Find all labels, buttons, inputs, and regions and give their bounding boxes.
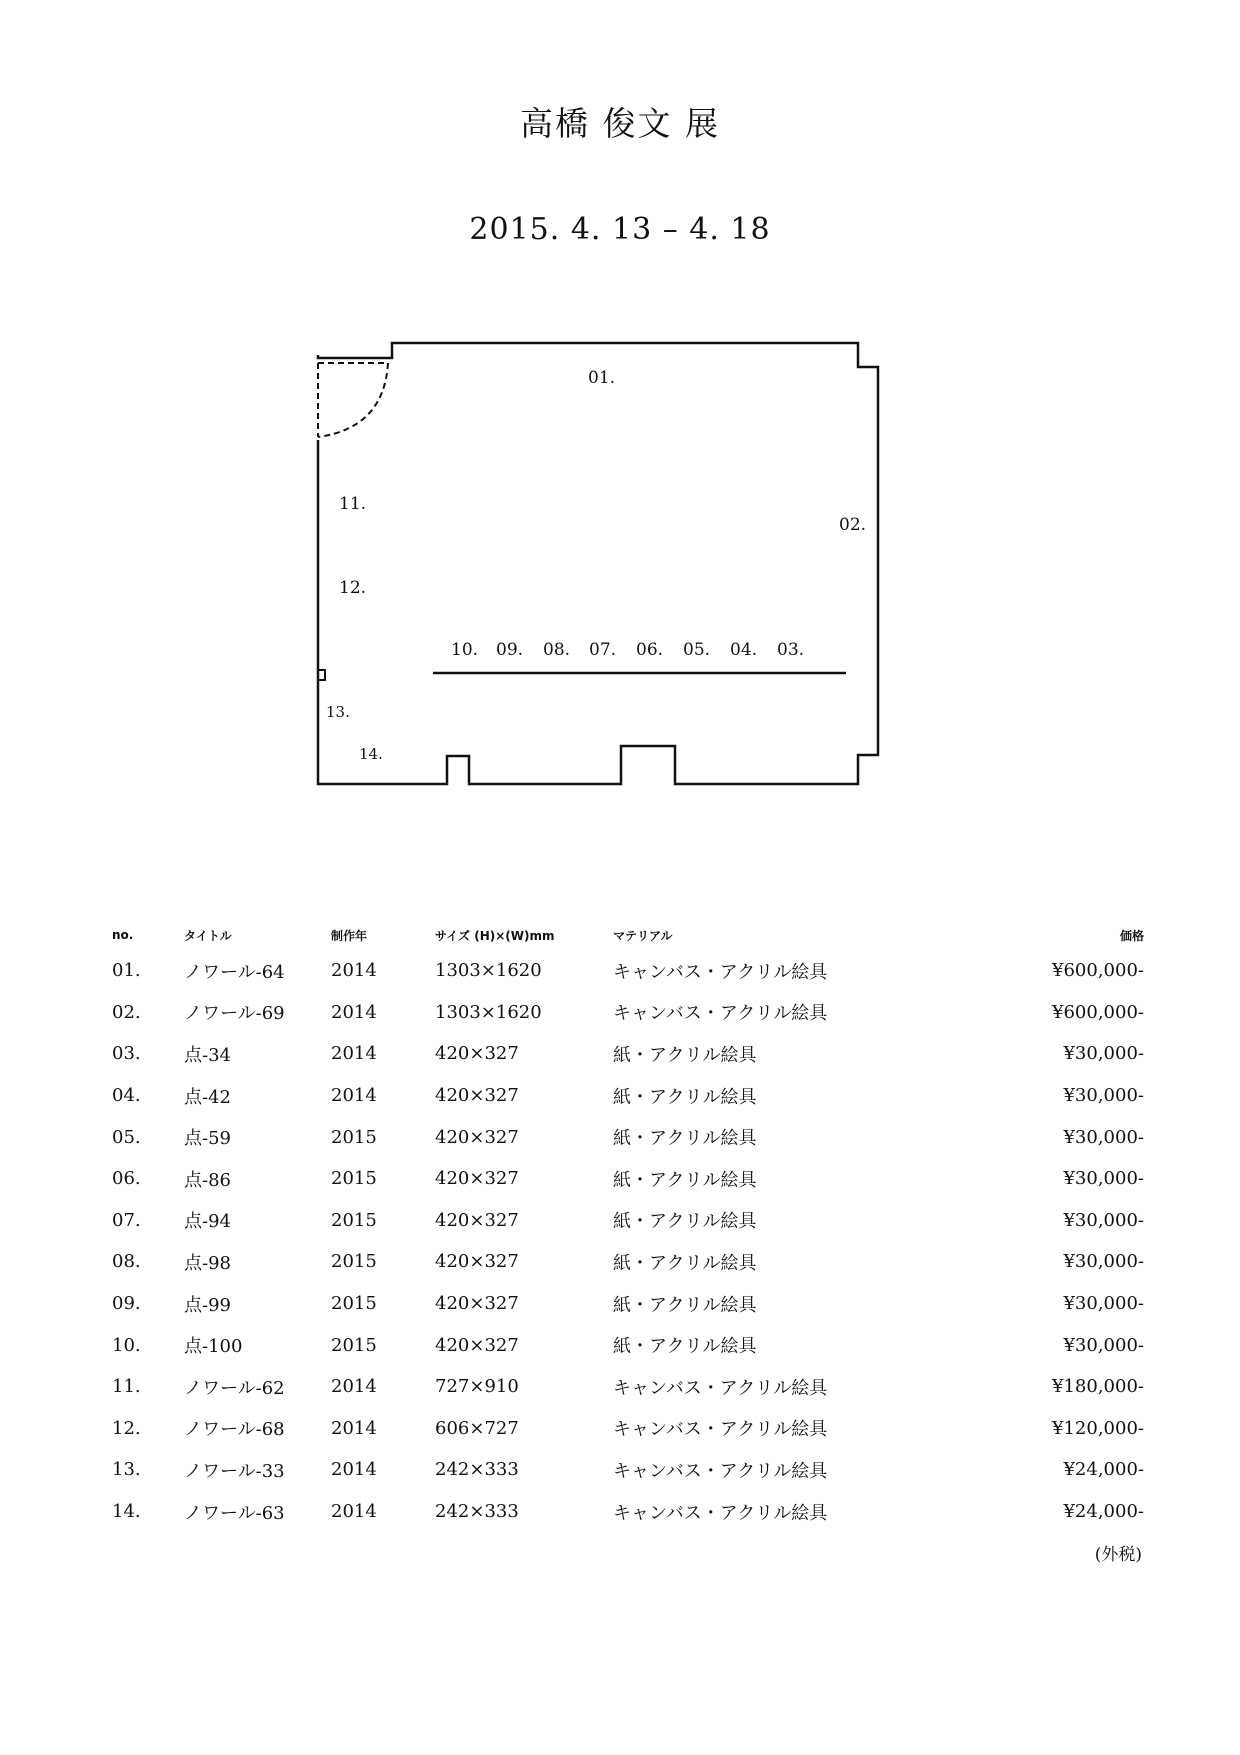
cell-size: 1303×1620 xyxy=(435,1001,542,1023)
header-size: サイズ (H)×(W)mm xyxy=(435,928,555,943)
cell-year: 2015 xyxy=(331,1209,377,1231)
plan-label-04: 04. xyxy=(730,640,758,660)
cell-no: 03. xyxy=(112,1043,141,1065)
header-price: 価格 xyxy=(1119,928,1144,943)
cell-year: 2014 xyxy=(331,1001,377,1023)
cell-title: 点-99 xyxy=(184,1294,231,1316)
cell-title: ノワール-64 xyxy=(184,961,285,983)
table-row xyxy=(112,1200,1144,1242)
cell-title: ノワール-33 xyxy=(184,1460,285,1482)
cell-size: 420×327 xyxy=(435,1168,519,1190)
cell-title: ノワール-62 xyxy=(184,1377,285,1399)
cell-price xyxy=(943,1449,1144,1491)
cell-size: 242×333 xyxy=(435,1501,519,1523)
works-table-body xyxy=(112,950,1144,1532)
plan-label-02: 02. xyxy=(839,515,867,535)
cell-price xyxy=(943,1116,1144,1158)
cell-year: 2014 xyxy=(331,960,377,982)
plan-label-08: 08. xyxy=(543,640,571,660)
cell-no: 10. xyxy=(112,1334,141,1356)
cell-no: 06. xyxy=(112,1168,141,1190)
cell-material: 紙・アクリル絵具 xyxy=(613,1211,757,1233)
table-row xyxy=(112,1158,1144,1200)
cell-no: 13. xyxy=(112,1459,141,1481)
cell-material: キャンバス・アクリル絵具 xyxy=(613,1377,828,1399)
floor-plan xyxy=(0,0,1240,800)
cell-title: 点-100 xyxy=(184,1336,243,1358)
cell-no: 12. xyxy=(112,1417,141,1439)
plan-label-13: 13. xyxy=(326,703,350,721)
price-value: ¥30,000- xyxy=(1063,1085,1144,1107)
cell-year: 2015 xyxy=(331,1126,377,1148)
cell-size: 420×327 xyxy=(435,1126,519,1148)
table-row xyxy=(112,1366,1144,1408)
cell-title: 点-59 xyxy=(184,1128,231,1150)
cell-no: 05. xyxy=(112,1126,141,1148)
plan-label-09: 09. xyxy=(496,640,524,660)
cell-price xyxy=(943,1324,1144,1366)
cell-price xyxy=(943,1158,1144,1200)
cell-no: 09. xyxy=(112,1293,141,1315)
plan-label-14: 14. xyxy=(359,745,383,763)
table-header-row xyxy=(112,920,1144,950)
price-value: ¥30,000- xyxy=(1063,1209,1144,1231)
cell-material: 紙・アクリル絵具 xyxy=(613,1336,757,1358)
header-no: no. xyxy=(112,928,134,942)
plan-label-10: 10. xyxy=(451,640,479,660)
cell-title: 点-86 xyxy=(184,1169,231,1191)
table-row xyxy=(112,992,1144,1034)
table-row xyxy=(112,1116,1144,1158)
cell-material: 紙・アクリル絵具 xyxy=(613,1086,757,1108)
cell-price xyxy=(943,1408,1144,1450)
plan-label-03: 03. xyxy=(777,640,805,660)
header-title: タイトル xyxy=(184,928,232,943)
cell-material: 紙・アクリル絵具 xyxy=(613,1252,757,1274)
cell-price xyxy=(943,1283,1144,1325)
cell-title: ノワール-68 xyxy=(184,1419,285,1441)
plan-label-11: 11. xyxy=(339,494,367,514)
exhibition-title: 高橋 俊文 展 xyxy=(520,104,720,143)
cell-title: 点-34 xyxy=(184,1044,231,1066)
cell-price xyxy=(943,1241,1144,1283)
table-row xyxy=(112,1241,1144,1283)
exhibition-dates: 2015. 4. 13 – 4. 18 xyxy=(469,212,771,247)
table-row xyxy=(112,1075,1144,1117)
cell-year: 2014 xyxy=(331,1459,377,1481)
table-row xyxy=(112,1033,1144,1075)
cell-year: 2014 xyxy=(331,1376,377,1398)
cell-year: 2015 xyxy=(331,1168,377,1190)
cell-title: 点-98 xyxy=(184,1252,231,1274)
table-row xyxy=(112,1283,1144,1325)
header-material: マテリアル xyxy=(613,928,673,943)
cell-year: 2014 xyxy=(331,1417,377,1439)
cell-no: 04. xyxy=(112,1085,141,1107)
plan-label-07: 07. xyxy=(589,640,617,660)
cell-price xyxy=(943,992,1144,1034)
cell-material: キャンバス・アクリル絵具 xyxy=(613,961,828,983)
cell-title: 点-94 xyxy=(184,1211,231,1233)
cell-material: キャンバス・アクリル絵具 xyxy=(613,1419,828,1441)
cell-size: 420×327 xyxy=(435,1085,519,1107)
cell-price xyxy=(943,1200,1144,1242)
tax-note: (外税) xyxy=(1094,1545,1142,1565)
cell-year: 2015 xyxy=(331,1293,377,1315)
cell-material: 紙・アクリル絵具 xyxy=(613,1128,757,1150)
cell-no: 11. xyxy=(112,1376,141,1398)
table-row xyxy=(112,950,1144,992)
floor-plan-walls xyxy=(318,343,878,784)
cell-price xyxy=(943,1366,1144,1408)
cell-material: キャンバス・アクリル絵具 xyxy=(613,1502,828,1524)
cell-year: 2014 xyxy=(331,1501,377,1523)
works-table xyxy=(112,920,1144,1532)
cell-size: 420×327 xyxy=(435,1334,519,1356)
cell-year: 2014 xyxy=(331,1043,377,1065)
cell-size: 727×910 xyxy=(435,1376,519,1398)
cell-no: 14. xyxy=(112,1501,141,1523)
cell-size: 420×327 xyxy=(435,1043,519,1065)
cell-material: キャンバス・アクリル絵具 xyxy=(613,1003,828,1025)
table-row xyxy=(112,1324,1144,1366)
price-value: ¥30,000- xyxy=(1063,1126,1144,1148)
price-value: ¥30,000- xyxy=(1063,1043,1144,1065)
price-value: ¥30,000- xyxy=(1063,1168,1144,1190)
price-value: ¥30,000- xyxy=(1063,1334,1144,1356)
price-value: ¥120,000- xyxy=(1052,1417,1144,1439)
cell-price xyxy=(943,1033,1144,1075)
cell-year: 2015 xyxy=(331,1251,377,1273)
cell-size: 420×327 xyxy=(435,1209,519,1231)
cell-size: 606×727 xyxy=(435,1417,519,1439)
cell-title: ノワール-69 xyxy=(184,1003,285,1025)
cell-price xyxy=(943,950,1144,992)
cell-material: 紙・アクリル絵具 xyxy=(613,1044,757,1066)
price-value: ¥30,000- xyxy=(1063,1251,1144,1273)
cell-price xyxy=(943,1075,1144,1117)
table-row xyxy=(112,1449,1144,1491)
cell-size: 420×327 xyxy=(435,1293,519,1315)
cell-no: 07. xyxy=(112,1209,141,1231)
cell-material: キャンバス・アクリル絵具 xyxy=(613,1460,828,1482)
plan-label-06: 06. xyxy=(636,640,664,660)
cell-no: 02. xyxy=(112,1001,141,1023)
table-row xyxy=(112,1491,1144,1533)
plan-label-05: 05. xyxy=(683,640,711,660)
cell-year: 2015 xyxy=(331,1334,377,1356)
header-year: 制作年 xyxy=(331,928,368,943)
table-row xyxy=(112,1408,1144,1450)
plan-label-01: 01. xyxy=(588,368,616,388)
cell-size: 242×333 xyxy=(435,1459,519,1481)
price-value: ¥24,000- xyxy=(1063,1459,1144,1481)
price-value: ¥30,000- xyxy=(1063,1293,1144,1315)
cell-material: 紙・アクリル絵具 xyxy=(613,1294,757,1316)
cell-year: 2014 xyxy=(331,1085,377,1107)
cell-title: 点-42 xyxy=(184,1086,231,1108)
cell-size: 420×327 xyxy=(435,1251,519,1273)
cell-title: ノワール-63 xyxy=(184,1502,285,1524)
cell-material: 紙・アクリル絵具 xyxy=(613,1169,757,1191)
price-value: ¥180,000- xyxy=(1052,1376,1144,1398)
cell-price xyxy=(943,1491,1144,1533)
cell-no: 01. xyxy=(112,960,141,982)
price-value: ¥24,000- xyxy=(1063,1501,1144,1523)
price-value: ¥600,000- xyxy=(1052,960,1144,982)
plan-label-12: 12. xyxy=(339,578,367,598)
price-value: ¥600,000- xyxy=(1052,1001,1144,1023)
cell-size: 1303×1620 xyxy=(435,960,542,982)
door-swing xyxy=(318,363,388,437)
cell-no: 08. xyxy=(112,1251,141,1273)
